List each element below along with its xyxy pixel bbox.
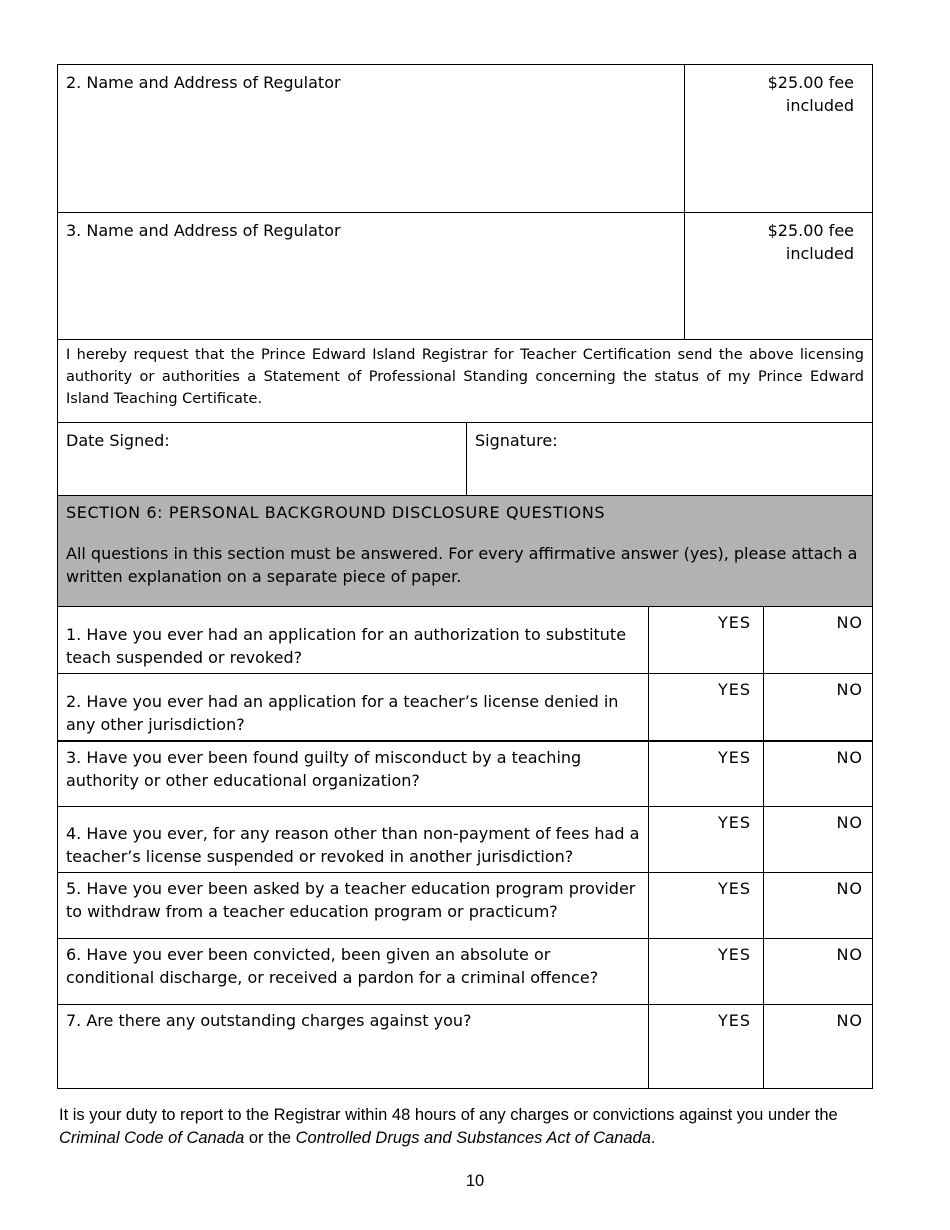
section-title: SECTION 6: PERSONAL BACKGROUND DISCLOSURE QUESTIONS bbox=[66, 503, 606, 522]
yes-option[interactable]: YES bbox=[649, 742, 764, 806]
section-instructions: All questions in this section must be answered. For every affirmative answer (yes), please attach a written explanation on a separate piece of paper. bbox=[66, 544, 858, 586]
question-text: 2. Have you ever had an application for a teacher’s license denied in any other jurisdiction? bbox=[58, 674, 649, 740]
regulator-2-fee bbox=[685, 65, 872, 212]
request-row bbox=[58, 340, 872, 423]
fee-amount: $25.00 fee bbox=[767, 221, 854, 240]
notice-text: . bbox=[650, 1129, 656, 1147]
regulator-row-3 bbox=[58, 213, 872, 340]
fee-included: included bbox=[785, 96, 854, 115]
question-text: 5. Have you ever been asked by a teacher education program provider to withdraw from a teacher education program or practicum? bbox=[58, 873, 649, 938]
notice-text: or the bbox=[244, 1129, 296, 1147]
duty-notice bbox=[59, 1104, 889, 1150]
no-option[interactable]: NO bbox=[836, 748, 863, 767]
fee-amount: $25.00 fee bbox=[767, 73, 854, 92]
question-row-6 bbox=[58, 939, 872, 1005]
question-text: 1. Have you ever had an application for an authorization to substitute teach suspended or revoked? bbox=[58, 607, 649, 673]
request-statement: I hereby request that the Prince Edward Island Registrar for Teacher Certification send the above licensing authority or authorities a Statement of Professional Standing concerning the status of my Prince Edward Island Teaching Certificate. bbox=[66, 347, 864, 407]
form-table bbox=[57, 64, 873, 1089]
yes-option[interactable]: YES bbox=[649, 939, 764, 1004]
yes-option[interactable]: YES bbox=[649, 873, 764, 938]
question-text: 3. Have you ever been found guilty of misconduct by a teaching authority or other educational organization? bbox=[58, 742, 649, 806]
question-row-1 bbox=[58, 607, 872, 674]
question-text: 6. Have you ever been convicted, been given an absolute or conditional discharge, or received a pardon for a criminal offence? bbox=[58, 939, 649, 1004]
question-row-4 bbox=[58, 807, 872, 873]
question-text: 4. Have you ever, for any reason other than non-payment of fees had a teacher’s license suspended or revoked in another jurisdiction? bbox=[58, 807, 649, 872]
no-option[interactable]: NO bbox=[836, 680, 863, 699]
no-option[interactable]: NO bbox=[836, 879, 863, 898]
section-6-header bbox=[58, 496, 872, 607]
question-text: 7. Are there any outstanding charges against you? bbox=[58, 1005, 649, 1088]
no-option[interactable]: NO bbox=[836, 813, 863, 832]
no-option[interactable]: NO bbox=[836, 613, 863, 632]
regulator-3-label: 3. Name and Address of Regulator bbox=[66, 221, 341, 240]
date-signed-label: Date Signed: bbox=[66, 431, 170, 450]
drugs-act-title: Controlled Drugs and Substances Act of Canada bbox=[295, 1129, 651, 1147]
no-option[interactable]: NO bbox=[836, 945, 863, 964]
date-signed-field[interactable] bbox=[58, 423, 467, 495]
yes-option[interactable]: YES bbox=[649, 674, 764, 740]
signature-label: Signature: bbox=[475, 431, 558, 450]
criminal-code-title: Criminal Code of Canada bbox=[59, 1129, 245, 1147]
no-option[interactable]: NO bbox=[836, 1011, 863, 1030]
yes-option[interactable]: YES bbox=[649, 1005, 764, 1088]
regulator-2-field[interactable] bbox=[58, 65, 685, 212]
question-row-7 bbox=[58, 1005, 872, 1088]
yes-option[interactable]: YES bbox=[649, 807, 764, 872]
page-number: 10 bbox=[465, 1172, 485, 1190]
notice-text: It is your duty to report to the Registrar within 48 hours of any charges or convictions against you under the bbox=[59, 1106, 838, 1124]
signature-field[interactable] bbox=[467, 423, 872, 495]
question-row-5 bbox=[58, 873, 872, 939]
signature-row bbox=[58, 423, 872, 496]
regulator-2-label: 2. Name and Address of Regulator bbox=[66, 73, 341, 92]
regulator-row-2 bbox=[58, 65, 872, 213]
fee-included: included bbox=[785, 244, 854, 263]
question-row-3 bbox=[58, 741, 872, 807]
question-row-2 bbox=[58, 674, 872, 741]
regulator-3-fee bbox=[685, 213, 872, 339]
yes-option[interactable]: YES bbox=[649, 607, 764, 673]
regulator-3-field[interactable] bbox=[58, 213, 685, 339]
